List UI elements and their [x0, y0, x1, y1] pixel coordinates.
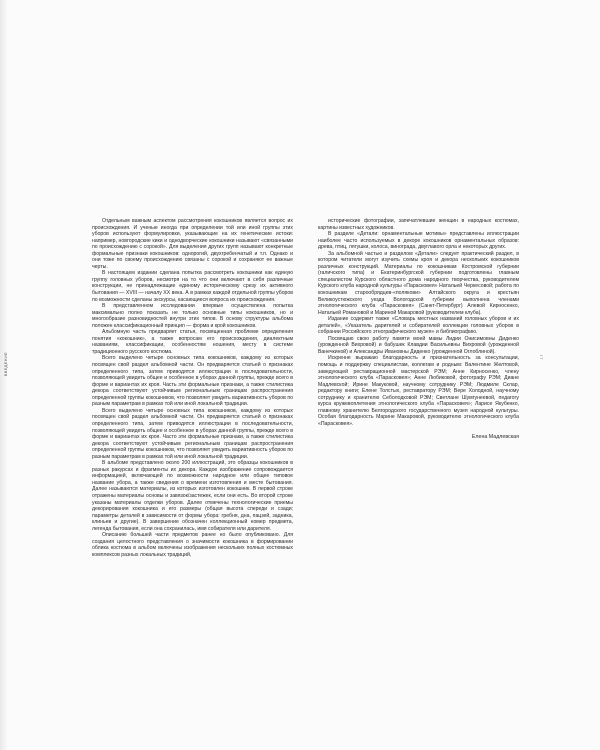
body-paragraph: Всего выделено четыре основных типа кокошников, каждому из которых посвящен свой раздел альбомной части. Он предваряется статьей о признаках определенного типа, затем приводятся иллюстрации в последовательности, позволяющей увидеть общее и особенное в уборах данной группы, прежде всего в форме и вариантах их кроя. Часто эти формальные признаки, а также стилистика декора соответствуют устойчивым региональным границам распространения определенной группы кокошников, что позволяет увидеть вариативность уборов по разным параметрам в рамках той или иной локальной традиции.	[92, 407, 293, 460]
body-paragraph: В настоящем издании сделана попытка рассмотреть кокошники как единую группу головных уборов, несмотря на то что они включают в себя различные конструкции, не принадлежащие единому историческому срезу их активного бытования — XVIII — началу XX века. А в рамках каждой отдельной группы уборов по возможности сделаны экскурсы, касающиеся вопроса их происхождения.	[92, 270, 293, 303]
body-paragraph: Альбомную часть предваряет статья, посвященная проблеме определения понятия «кокошник», а также вопросам его происхождения, диалектным названиям, классификации, особенностям ношения, месту в системе традиционного русского костюма.	[92, 329, 293, 355]
body-paragraph: исторические фотографии, запечатлевшие женщин в народных костюмах, картины известных художников.	[318, 218, 519, 231]
left-text-column	[92, 218, 293, 558]
body-paragraph: Описанию большей части предметов ранее но было опубликовано. Для создания целостного представления о значимости кокошника в формировании облика костюма в альбом включены изображения нескольких полных костюмных комплексов разных локальных традиций,	[92, 532, 293, 558]
body-paragraph: В разделе «Детали: орнаментальные мотивы» представлены иллюстрации наиболее часто используемых в декоре кокошников орнаментальных образов: древа, птиц, лягушки, колоса, винограда, двуглавого орла и некоторых других.	[318, 231, 519, 251]
body-paragraph: Отдельным важным аспектом рассмотрения кокошников является вопрос их происхождения. И ученые иногда при определении той или иной группы этих уборов используют формулировки, указывающие на их генетические истоки: например, новгородские кики и однодворческие кокошники называют «связанными по происхождению с сорокой». Для выделения других групп называют конкретные формальные признаки кокошников: однорогий, двухгребенчатый и т.п. Однако и они тоже по своему происхождению связаны с сорокой и сохраняют ее важные черты.	[92, 218, 293, 270]
body-paragraph: Издание содержит также «Словарь местных названий головных уборов и их деталей», «Указатель дарителей и собирателей коллекции головных уборов в собрании Российского этнографического музея» и библиографию.	[318, 316, 519, 336]
body-paragraph: За альбомной частью и разделом «Детали» следует практический раздел, в котором читатели могут изучить схемы кроя и декора нескольких кокошников различных конструкций. Материалы по кокошникам Костромской губернии (галичского типа) и Екатеринбургской губернии подготовлены главным специалистом Курского областного дома народного творчества, руководителем Курского клуба народной культуры «Парасковея» Натальей Черкесовой; работа по кокошникам старообрядцев-«полякови» Алтайского округа и крестьян Великоустюжского уезда Вологодской губернии выполнена членами этнологического клуба «Парасковея» (Санкт-Петербург) Алевой Кирносенко, Натальей Романовой и Мариной Макаровой (руководителем клуба).	[318, 250, 519, 316]
author-signature: Елена Мадлевская	[471, 433, 519, 440]
page-number: / 7	[539, 355, 544, 360]
body-paragraph: Посвящаю свою работу памяти моей мамы Лидии Онисимовны Диденко (урожденной Вихровой) и бабушек Клавдии Васильевны Вихровой (урожденной Ванечкиной) и Александры Ивановны Диденко (урожденной Оглоблиной).	[318, 335, 519, 355]
body-paragraph: В альбоме представлено около 200 иллюстраций, это образцы кокошников в разных ракурсах и фрагменты их декора. Каждое изображение сопровождается информацией, включающей по возможности народное или общее типовое название убора, а также сведения о времени изготовления и месте бытования. Далее называются материалы, из которых изготовлен кокошник. В первой строке отражены материалы основы и завязок/застежек, если они есть. Во второй строке указаны материалы отделки уборов. Далее отмечены технологические приемы декорирования кокошника и его размеры (общая высота спереди и сзади; параметры деталей в зависимости от формы убора: гребня, дна, пацзей, задника, клиньев и другие). В завершение обозначен коллекционный номер предмета, легенда бытования, если она сохранилась, имя собирателя или дарителя.	[92, 460, 293, 532]
body-paragraph: Всего выделено четыре основных типа кокошников, каждому из которых посвящен свой раздел альбомной части. Он предваряется статьей о признаках определенного типа, затем приводятся иллюстрации в последовательности, позволяющей увидеть общее и особенное в уборах данной группы, прежде всего в форме и вариантах их кроя. Часть эти формальные признаки, а также стилистика декора соответствуют устойчивым региональным границам распространения определенной группы кокошников, что позволяет увидеть вариативность уборов по разным параметрам в рамках той или иной локальной традиции.	[92, 355, 293, 408]
running-head: ВВЕДЕНИЕ	[3, 352, 8, 377]
right-text-column	[318, 218, 519, 440]
body-paragraph: Искренне выражаю благодарность и признательность за консультации, помощь и поддержку специалистам, коллегам и родным: Валентине Желтовой, заведующей реставрационной мастерской РЭМ; Анне Кирносенко, члену этнологического клуба «Парасковея»; Анне Любиковой, фотографу РЭМ; Диане Мадлевской; Ирине Макуковой, научному сотруднику РЭМ; Людмиле Склар, редактору книги; Елене Толстых, реставратору РЭМ; Вере Холодной, научному сотруднику и хранителю Себолодковой РЭМ; Светлане Шумгунеевой, педагогу курса кружевоплетения этнологического клуба «Парасковея»; Ларисе Якубенко, главному хранителю Белгородского государственного музея народной культуры. Особая благодарность Марине Макаровой, руководителю этнологического клуба «Парасковея».	[318, 355, 519, 427]
body-paragraph: В представленном исследовании впервые осуществлена попытка максимально полно показать не только основные типы кокошников, но и многообразие разновидностей внутри этих типов. В основу структуры альбома положен классификационный принцип — форма и крой кокошников.	[92, 303, 293, 329]
